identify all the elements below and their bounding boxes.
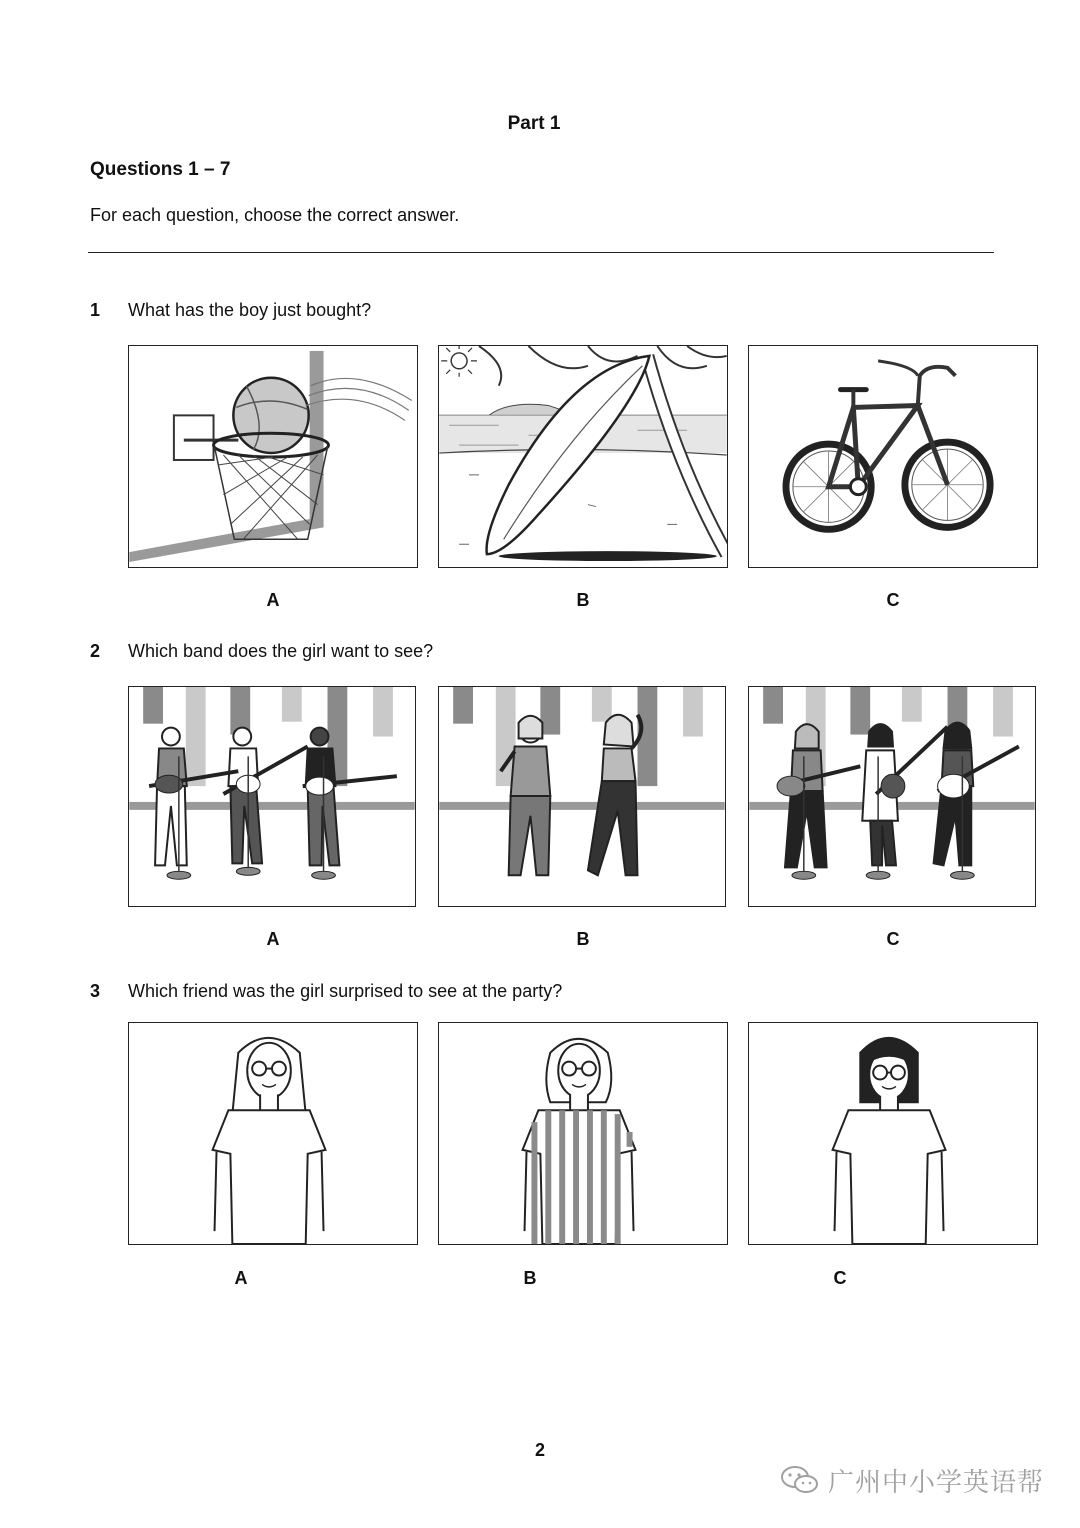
female-band-illustration xyxy=(749,687,1035,906)
girl-long-fair-hair-illustration xyxy=(129,1023,417,1244)
q3-option-a-picture[interactable] xyxy=(128,1022,418,1245)
wechat-icon xyxy=(780,1464,820,1496)
surfboard-illustration xyxy=(439,346,727,567)
q3-option-a-label[interactable]: A xyxy=(234,1268,248,1288)
girl-dark-hair-illustration xyxy=(749,1023,1037,1244)
question-2-text: Which band does the girl want to see? xyxy=(128,641,434,661)
part-title: Part 1 xyxy=(507,113,561,134)
divider xyxy=(88,252,994,253)
question-2-number: 2 xyxy=(90,641,101,661)
q3-option-b-picture[interactable] xyxy=(438,1022,728,1245)
question-3-number: 3 xyxy=(90,981,101,1001)
q1-option-a-picture[interactable] xyxy=(128,345,418,568)
q2-option-a-label[interactable]: A xyxy=(266,929,280,949)
q2-option-a-picture[interactable] xyxy=(128,686,416,907)
question-1-number: 1 xyxy=(90,300,101,320)
q1-option-c-picture[interactable] xyxy=(748,345,1038,568)
watermark xyxy=(780,1460,1070,1500)
female-singers-illustration xyxy=(439,687,725,906)
questions-heading: Questions 1 – 7 xyxy=(90,159,231,180)
girl-striped-shirt-illustration xyxy=(439,1023,727,1244)
q2-option-c-label[interactable]: C xyxy=(886,929,900,949)
question-3-text: Which friend was the girl surprised to see at the party? xyxy=(128,981,563,1001)
q1-option-a-label[interactable]: A xyxy=(266,590,280,610)
q1-option-b-label[interactable]: B xyxy=(576,590,590,610)
q1-option-b-picture[interactable] xyxy=(438,345,728,568)
instruction-text: For each question, choose the correct answer. xyxy=(90,205,460,225)
basketball-illustration xyxy=(129,346,417,567)
q3-option-c-label[interactable]: C xyxy=(833,1268,847,1288)
q1-option-c-label[interactable]: C xyxy=(886,590,900,610)
q3-option-b-label[interactable]: B xyxy=(523,1268,537,1288)
question-1-text: What has the boy just bought? xyxy=(128,300,372,320)
male-band-illustration xyxy=(129,687,415,906)
q2-option-b-picture[interactable] xyxy=(438,686,726,907)
page-number: 2 xyxy=(534,1440,545,1460)
watermark-text: 广州中小学英语帮 xyxy=(828,1467,1045,1498)
q2-option-c-picture[interactable] xyxy=(748,686,1036,907)
q3-option-c-picture[interactable] xyxy=(748,1022,1038,1245)
q2-option-b-label[interactable]: B xyxy=(576,929,590,949)
bicycle-illustration xyxy=(749,346,1037,567)
